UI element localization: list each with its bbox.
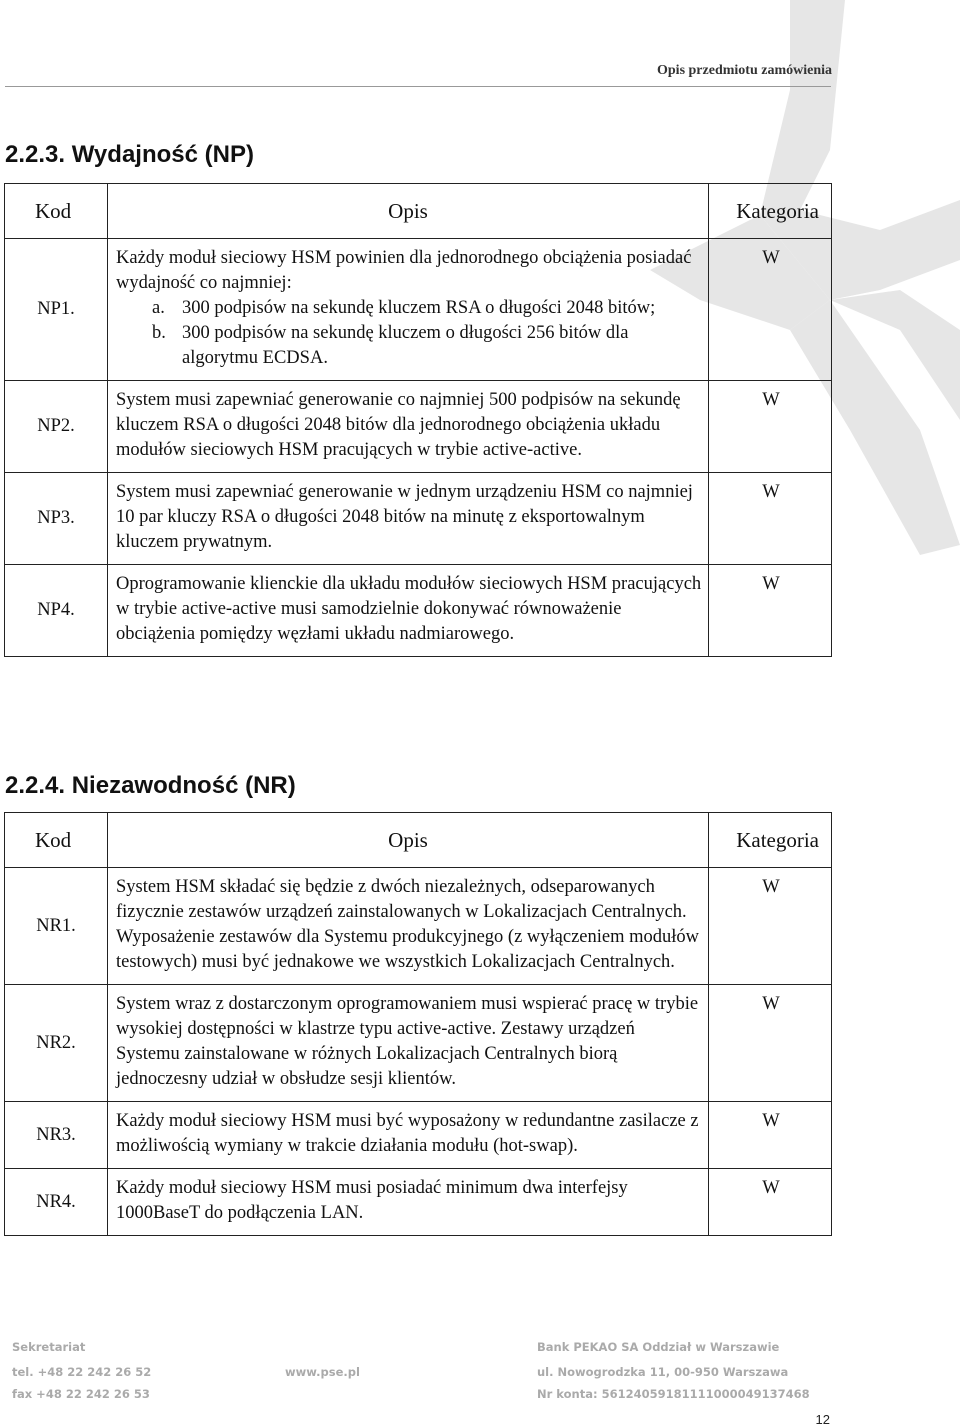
page-number: 12: [815, 1412, 830, 1427]
table-row: [5, 868, 832, 985]
requirement-code: NR1.: [5, 868, 108, 985]
table-row: [5, 985, 832, 1102]
requirement-code: NR3.: [5, 1102, 108, 1169]
list-item: [116, 321, 702, 371]
list-item-text: 300 podpisów na sekundę kluczem o długości 256 bitów dla algorytmu ECDSA.: [182, 323, 629, 368]
header-rule: [5, 86, 831, 87]
requirement-category: W: [709, 985, 832, 1102]
section-title-performance: 2.2.3. Wydajność (NP): [5, 141, 254, 168]
column-header-code: Kod: [5, 813, 108, 868]
requirement-description: System HSM składać się będzie z dwóch niezależnych, odseparowanych fizycznie zestawów urządzeń zainstalowanych w Lokalizacjach Centralnych. Wyposażenie zestawów dla Systemu produkcyjnego (z wyłączeniem modułów testowych) musi być jednakowe we wszystkich Lokalizacjach Centralnych.: [108, 868, 709, 985]
column-header-description: Opis: [108, 813, 709, 868]
footer-address: ul. Nowogrodzka 11, 00-950 Warszawa: [537, 1365, 789, 1379]
requirement-list: [116, 296, 702, 371]
requirement-description: Każdy moduł sieciowy HSM musi posiadać minimum dwa interfejsy 1000BaseT do podłączenia LAN.: [108, 1169, 709, 1236]
footer-bank: Bank PEKAO SA Oddział w Warszawie: [537, 1340, 780, 1354]
requirement-code: NP4.: [5, 565, 108, 657]
requirement-category: W: [709, 381, 832, 473]
requirement-description: System wraz z dostarczonym oprogramowaniem musi wspierać pracę w trybie wysokiej dostępności w klastrze typu active-active. Zestawy urządzeń Systemu zainstalowane w różnych Lokalizacjach Centralnych biorą jednoczesny udział w obsłudze sesji klientów.: [108, 985, 709, 1102]
footer-phone: tel. +48 22 242 26 52: [12, 1365, 152, 1379]
table-row: [5, 1102, 832, 1169]
footer-account: Nr konta: 56124059181111000049137468: [537, 1387, 810, 1401]
list-marker: b.: [152, 323, 166, 343]
requirement-category: W: [709, 565, 832, 657]
requirement-code: NP2.: [5, 381, 108, 473]
reliability-table: [4, 812, 832, 1236]
requirement-text: Każdy moduł sieciowy HSM powinien dla jednorodnego obciążenia posiadać wydajność co najmniej:: [116, 248, 692, 293]
table-row: [5, 473, 832, 565]
requirement-description: System musi zapewniać generowanie co najmniej 500 podpisów na sekundę kluczem RSA o długości 2048 bitów dla jednorodnego obciążenia układu modułów sieciowych HSM pracujących w trybie active-active.: [108, 381, 709, 473]
section-title-reliability: 2.2.4. Niezawodność (NR): [5, 772, 296, 799]
requirement-description: Każdy moduł sieciowy HSM musi być wyposażony w redundantne zasilacze z możliwością wymiany w trakcie działania modułu (hot-swap).: [108, 1102, 709, 1169]
table-row: [5, 565, 832, 657]
table-row: [5, 239, 832, 381]
requirement-code: NR4.: [5, 1169, 108, 1236]
requirement-category: W: [709, 239, 832, 381]
requirement-category: W: [709, 473, 832, 565]
requirement-category: W: [709, 868, 832, 985]
list-item: [116, 296, 702, 321]
column-header-description: Opis: [108, 184, 709, 239]
column-header-category: Kategoria: [709, 184, 832, 239]
requirement-code: NP1.: [5, 239, 108, 381]
column-header-code: Kod: [5, 184, 108, 239]
table-header-row: [5, 184, 832, 239]
table-row: [5, 381, 832, 473]
performance-table: [4, 183, 832, 657]
footer-website-link[interactable]: www.pse.pl: [285, 1365, 360, 1379]
requirement-category: W: [709, 1169, 832, 1236]
list-marker: a.: [152, 298, 165, 318]
requirement-description: System musi zapewniać generowanie w jednym urządzeniu HSM co najmniej 10 par kluczy RSA o długości 2048 bitów na minutę z eksportowalnym kluczem prywatnym.: [108, 473, 709, 565]
list-item-text: 300 podpisów na sekundę kluczem RSA o długości 2048 bitów;: [182, 298, 656, 318]
footer-secretariat: Sekretariat: [12, 1340, 86, 1354]
requirement-description: [108, 239, 709, 381]
table-row: [5, 1169, 832, 1236]
table-header-row: [5, 813, 832, 868]
requirement-code: NR2.: [5, 985, 108, 1102]
column-header-category: Kategoria: [709, 813, 832, 868]
footer-fax: fax +48 22 242 26 53: [12, 1387, 150, 1401]
requirement-description: Oprogramowanie klienckie dla układu modułów sieciowych HSM pracujących w trybie active-active musi samodzielnie dokonywać równoważenie obciążenia pomiędzy węzłami układu nadmiarowego.: [108, 565, 709, 657]
requirement-category: W: [709, 1102, 832, 1169]
running-header: Opis przedmiotu zamówienia: [657, 63, 832, 78]
requirement-code: NP3.: [5, 473, 108, 565]
